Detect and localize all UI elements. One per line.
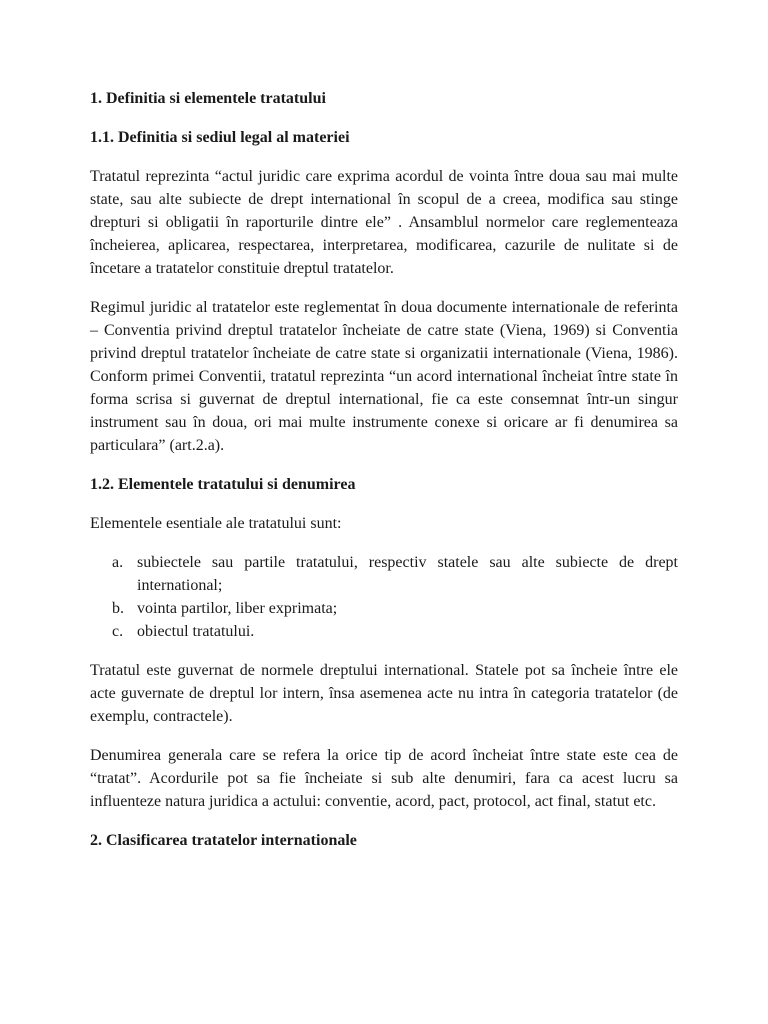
subsection-heading-1-2: 1.2. Elementele tratatului si denumirea [90, 476, 356, 493]
list-item-text: vointa partilor, liber exprimata; [137, 600, 338, 617]
paragraph-elements-intro: Elementele esentiale ale tratatului sunt: [90, 515, 342, 532]
list-marker: a. [112, 554, 124, 571]
document-page [90, 87, 678, 852]
elements-list [90, 551, 678, 643]
list-marker: c. [112, 623, 124, 640]
paragraph-governing-law: Tratatul este guvernat de normele dreptului international. Statele pot sa încheie între ele acte guvernate de dreptul lor intern, însa asemenea acte nu intra în categoria tratatelor (de exemplu, contractele). [90, 662, 678, 725]
list-item-text: obiectul tratatului. [137, 623, 255, 640]
paragraph-definition: Tratatul reprezinta “actul juridic care exprima acordul de vointa între doua sau mai multe state, sau alte subiecte de drept international în scopul de a creea, modifica sau stinge drepturi si obligatii în raporturile dintre ele” . Ansamblul normelor care reglementeaza încheierea, aplicarea, respectarea, interpretarea, modificarea, cazurile de nulitate si de încetare a tratatelor constituie dreptul tratatelor. [90, 168, 678, 277]
list-item [90, 597, 678, 620]
paragraph-legal-regime: Regimul juridic al tratatelor este reglementat în doua documente internationale de referinta – Conventia privind dreptul tratatelor încheiate de catre state (Viena, 1969) si Conventia privind dreptul tratatelor încheiate de catre state si organizatii internationale (Viena, 1986). Conform primei Conventii, tratatul reprezinta “un acord international încheiat între state în forma scrisa si guvernat de dreptul international, fie ca este consemnat într-un singur instrument sau în doua, ori mai multe instrumente conexe si oricare ar fi denumirea sa particulara” (art.2.a). [90, 299, 678, 454]
list-marker: b. [112, 600, 124, 617]
section-heading-1: 1. Definitia si elementele tratatului [90, 90, 326, 107]
paragraph-naming: Denumirea generala care se refera la orice tip de acord încheiat între state este cea de “tratat”. Acordurile pot sa fie încheiate si sub alte denumiri, fara ca acest lucru sa influenteze natura juridica a actului: conventie, acord, pact, protocol, act final, statut etc. [90, 747, 678, 810]
subsection-heading-1-1: 1.1. Definitia si sediul legal al materiei [90, 129, 350, 146]
section-heading-2: 2. Clasificarea tratatelor internationale [90, 832, 357, 849]
list-item [90, 551, 678, 597]
list-item-text: subiectele sau partile tratatului, respectiv statele sau alte subiecte de drept international; [137, 554, 678, 594]
list-item [90, 620, 678, 643]
